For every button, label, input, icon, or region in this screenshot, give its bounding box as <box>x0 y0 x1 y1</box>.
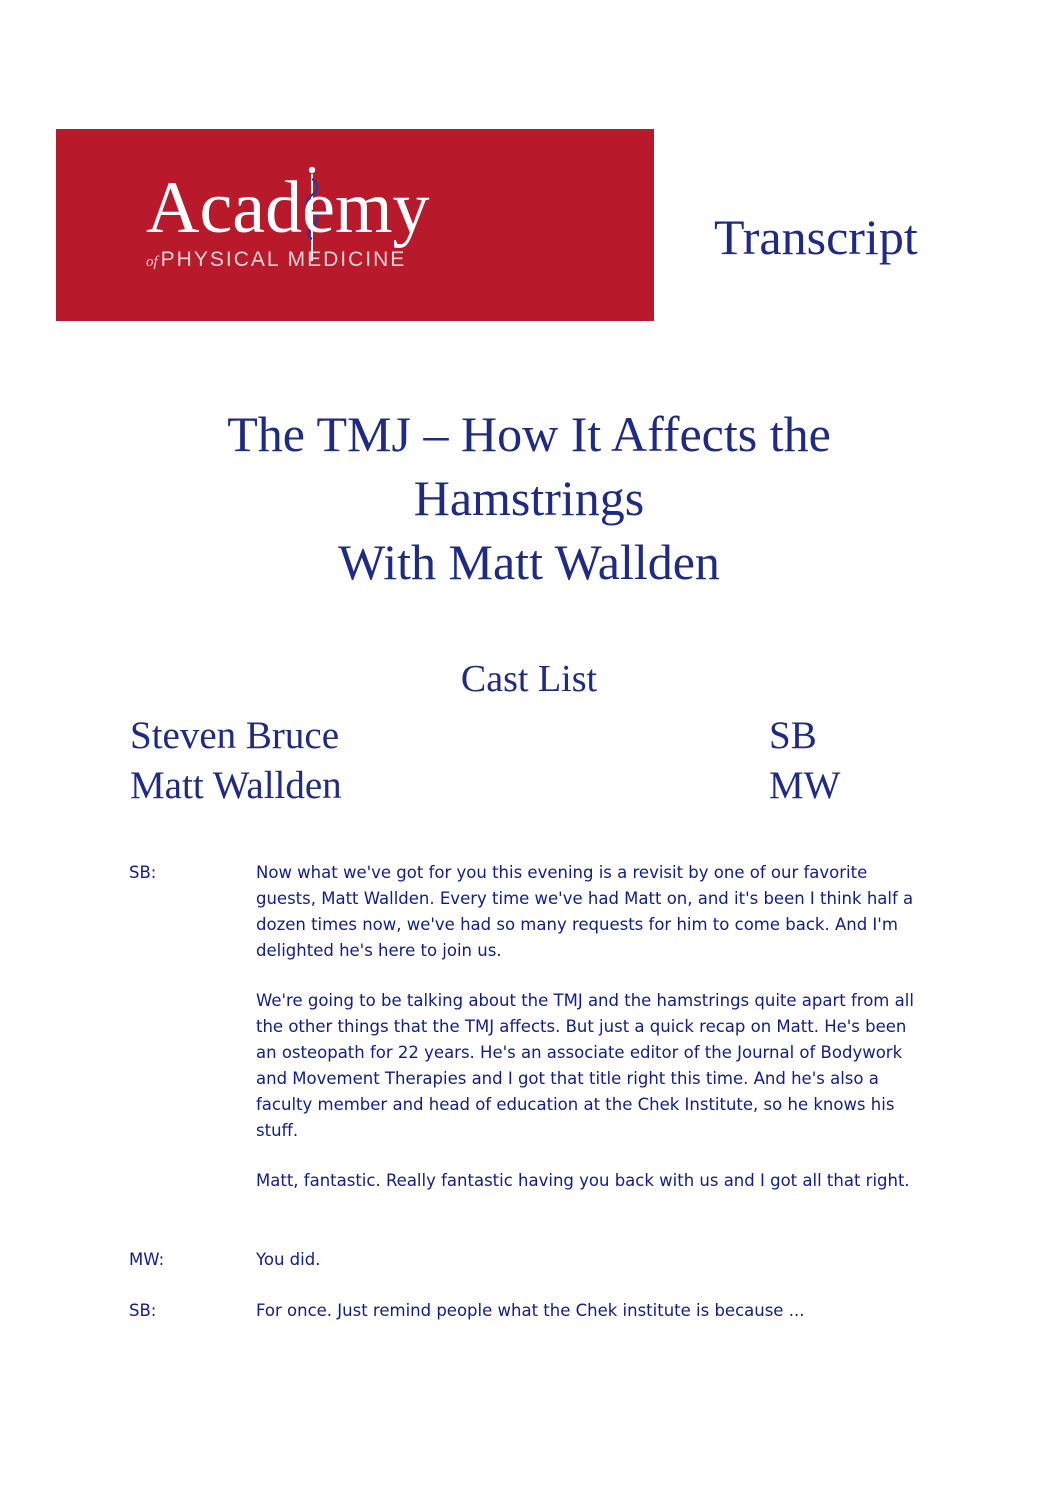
logo-of: of <box>146 254 158 270</box>
academy-logo <box>56 129 654 321</box>
document-type-label: Transcript <box>714 209 918 265</box>
turn-text <box>256 860 928 1218</box>
cast-member-name: Matt Wallden <box>130 764 342 807</box>
title-line-2: Hamstrings <box>413 470 645 526</box>
speaker-label: MW: <box>129 1250 165 1269</box>
title-line-1: The TMJ – How It Affects the <box>227 406 831 462</box>
logo-subtitle-text: PHYSICAL MEDICINE <box>160 248 407 271</box>
turn-text <box>256 1298 928 1348</box>
turn-text <box>256 1247 928 1297</box>
cast-member-abbr: SB <box>769 714 817 757</box>
speaker-label: SB: <box>129 1301 157 1320</box>
cast-member-abbr: MW <box>769 764 841 807</box>
turn-paragraph: For once. Just remind people what the Chek institute is because ... <box>256 1301 805 1320</box>
logo-wordmark: Academy <box>146 167 430 249</box>
title-line-3: With Matt Wallden <box>338 534 720 590</box>
logo-subtitle <box>146 249 406 270</box>
speaker-label: SB: <box>129 863 157 882</box>
turn-paragraph: You did. <box>256 1250 321 1269</box>
cast-member-name: Steven Bruce <box>130 714 340 757</box>
document-title <box>0 402 1058 594</box>
turn-paragraph: Matt, fantastic. Really fantastic having you back with us and I got all that right. <box>256 1171 910 1190</box>
turn-paragraph: Now what we've got for you this evening is a revisit by one of our favorite guests, Matt Wallden. Every time we've had Matt on, and it's been I think half a dozen times now, we've had so many requests for him to come back. And I'm delighted he's here to join us. <box>256 863 914 960</box>
turn-paragraph: We're going to be talking about the TMJ and the hamstrings quite apart from all the other things that the TMJ affects. But just a quick recap on Matt. He's been an osteopath for 22 years. He's an associate editor of the Journal of Bodywork and Movement Therapies and I got that title right this time. And he's also a faculty member and head of education at the Chek Institute, so he knows his stuff. <box>256 991 914 1140</box>
cast-list-heading: Cast List <box>460 658 598 700</box>
